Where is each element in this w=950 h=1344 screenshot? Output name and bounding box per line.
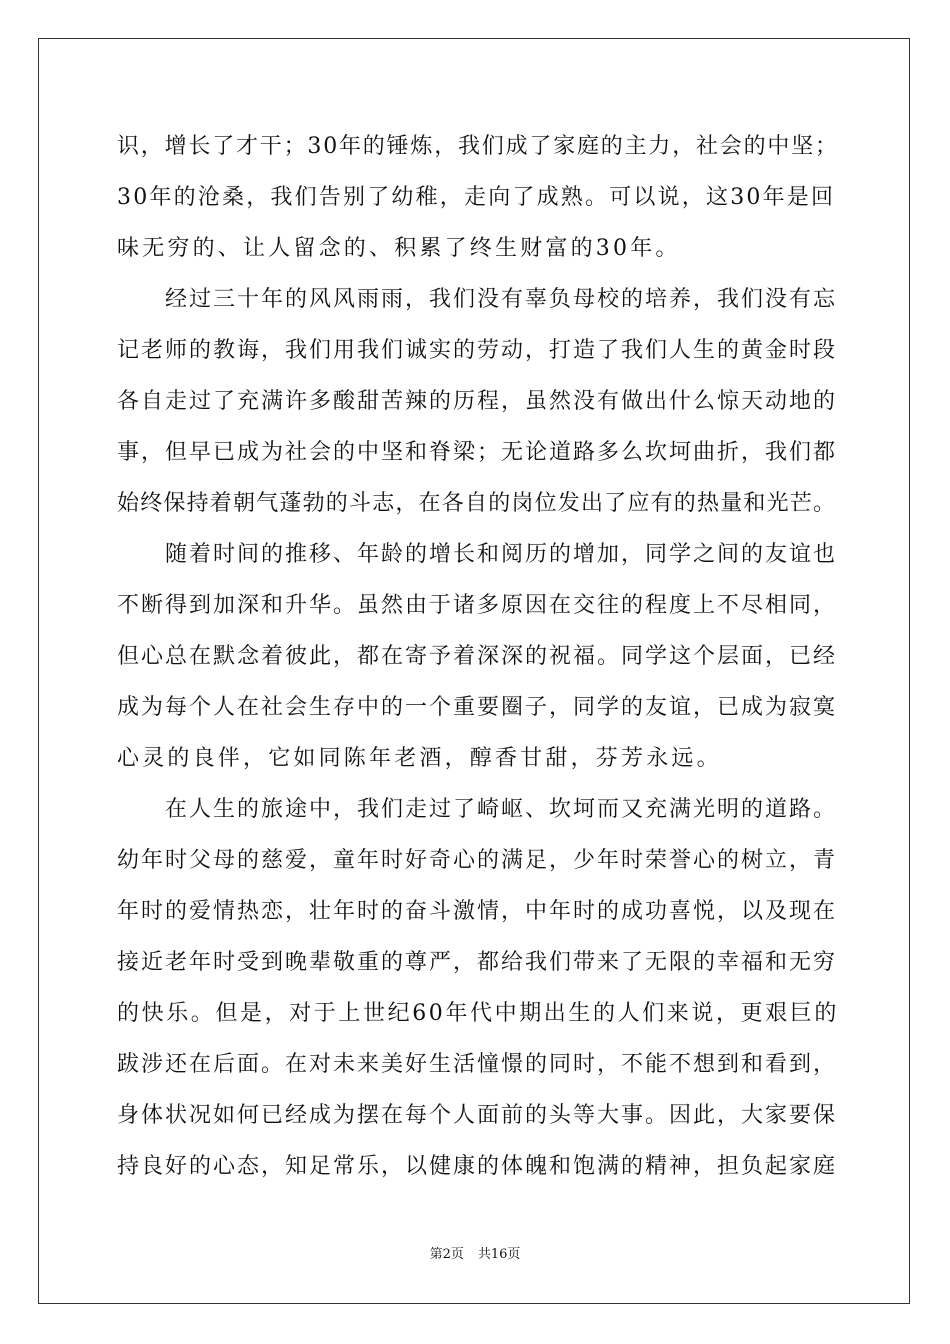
text-line: 幼年时父母的慈爱，童年时好奇心的满足，少年时荣誉心的树立，青	[117, 848, 838, 873]
text-line: 成为每个人在社会生存中的一个重要圈子，同学的友谊，已成为寂寞	[117, 695, 838, 720]
text-line: 持良好的心态，知足常乐，以健康的体魄和饱满的精神，担负起家庭	[117, 1154, 838, 1179]
text-line: 但心总在默念着彼此，都在寄予着深深的祝福。同学这个层面，已经	[117, 644, 838, 669]
text-line: 各自走过了充满许多酸甜苦辣的历程，虽然没有做出什么惊天动地的	[117, 389, 838, 414]
text-line: 30年的沧桑，我们告别了幼稚，走向了成熟。可以说，这30年是回	[117, 185, 836, 210]
text-line: 不断得到加深和升华。虽然由于诸多原因在交往的程度上不尽相同，	[117, 593, 838, 618]
text-line: 记老师的教诲，我们用我们诚实的劳动，打造了我们人生的黄金时段	[117, 338, 838, 363]
text-line: 经过三十年的风风雨雨，我们没有辜负母校的培养，我们没有忘	[117, 287, 838, 312]
text-line: 年时的爱情热恋，壮年时的奋斗激情，中年时的成功喜悦，以及现在	[117, 899, 838, 924]
text-line: 识，增长了才干；30年的锤炼，我们成了家庭的主力，社会的中坚；	[117, 134, 839, 159]
text-line: 在人生的旅途中，我们走过了崎岖、坎坷而又充满光明的道路。	[117, 797, 838, 822]
text-line: 心灵的良伴，它如同陈年老酒，醇香甘甜，芬芳永远。	[117, 746, 722, 771]
text-line: 跋涉还在后面。在对未来美好生活憧憬的同时，不能不想到和看到，	[117, 1052, 838, 1077]
text-line: 身体状况如何已经成为摆在每个人面前的头等大事。因此，大家要保	[117, 1103, 838, 1128]
text-line: 始终保持着朝气蓬勃的斗志，在各自的岗位发出了应有的热量和光芒。	[117, 491, 837, 516]
text-line: 事，但早已成为社会的中坚和脊梁；无论道路多么坎坷曲折，我们都	[117, 440, 838, 465]
text-line: 的快乐。但是，对于上世纪60年代中期出生的人们来说，更艰巨的	[117, 1001, 839, 1026]
text-line: 接近老年时受到晚辈敬重的尊严，都给我们带来了无限的幸福和无穷	[117, 950, 838, 975]
text-line: 随着时间的推移、年龄的增长和阅历的增加，同学之间的友谊也	[117, 542, 838, 567]
page-total: 共16页	[477, 1247, 521, 1262]
page-number: 第2页	[429, 1247, 464, 1262]
page-footer	[0, 1246, 950, 1264]
text-line: 味无穷的、让人留念的、积累了终生财富的30年。	[117, 236, 681, 261]
